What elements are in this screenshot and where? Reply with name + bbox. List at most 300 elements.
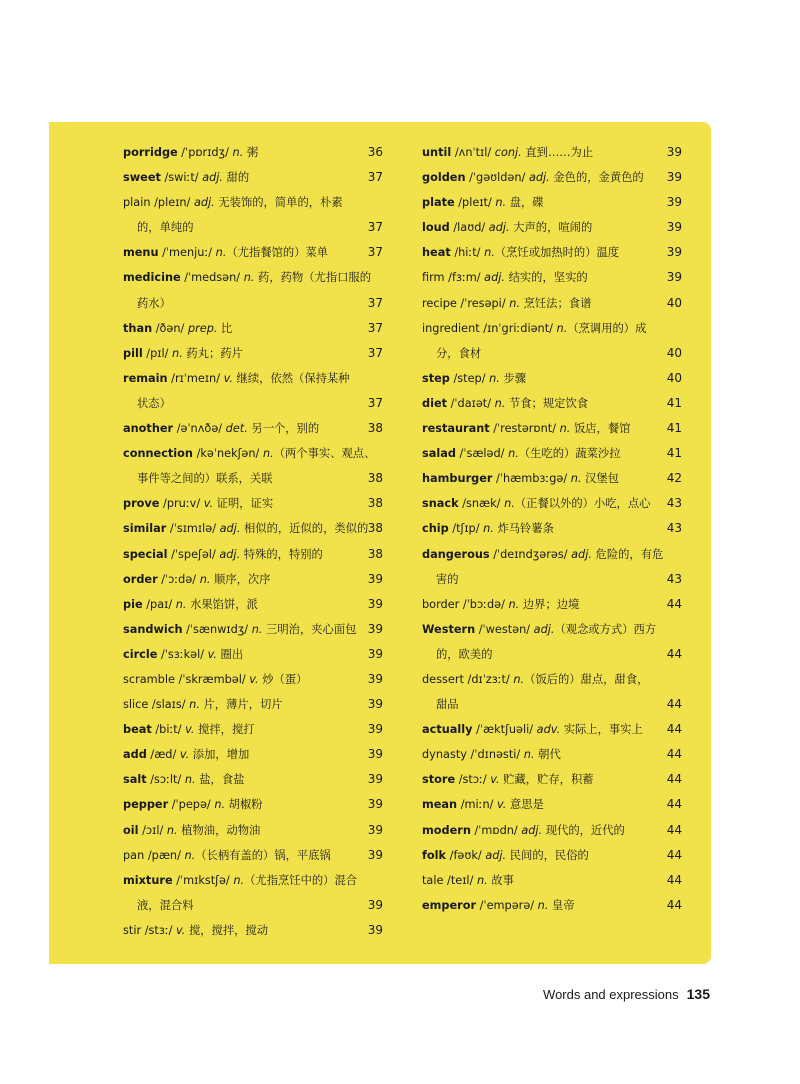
entry-part-of-speech: adj. [488,221,510,235]
entry-page-number: 40 [666,370,682,385]
entry-pronunciation: /ˈsɜːkəl/ [157,647,208,661]
entry-definition: （观念或方式）西方 [554,622,657,636]
entry-word: than [123,321,153,335]
entry-part-of-speech: v. [185,723,195,737]
glossary-entry [422,316,682,341]
entry-pronunciation: /step/ [449,371,490,385]
entry-pronunciation: /ˈpɒrɪdʒ/ [177,146,233,159]
entry-definition: 水果馅饼，派 [186,597,258,611]
entry-part-of-speech: n. [559,422,571,436]
entry-page-number: 44 [666,822,682,837]
entry-page-number: 39 [666,145,682,159]
glossary-entry [123,767,383,792]
entry-word: plate [422,196,455,210]
entry-word: pie [123,597,143,611]
entry-definition: （尤指烹饪中的）混合 [244,873,358,887]
entry-word: restaurant [422,422,490,436]
entry-definition: （尤指餐馆的）菜单 [226,246,329,260]
entry-pronunciation: /pɪl/ [142,346,173,360]
entry-page-number: 44 [666,847,682,862]
glossary-entry [422,542,682,567]
entry-pronunciation: /pleɪt/ [454,196,496,210]
entry-word: similar [123,522,167,536]
entry-part-of-speech: n. [166,823,178,837]
glossary-entry [422,291,682,316]
entry-part-of-speech: n. [570,472,582,486]
glossary-entry [422,165,682,190]
glossary-entry [123,316,383,341]
entry-page-number: 38 [367,471,383,486]
entry-pronunciation: /ˈempərə/ [476,898,538,912]
entry-page-number: 38 [367,421,383,436]
entry-word: plain [123,196,151,210]
entry-pronunciation: /ˈæktʃuəli/ [472,723,537,737]
entry-page-number: 44 [666,697,682,712]
glossary-entry [422,215,682,240]
page-footer [543,986,710,1002]
entry-pronunciation: /əˈnʌðə/ [173,422,226,436]
glossary-entry [123,190,383,215]
glossary-entry [422,617,682,642]
entry-pronunciation: /rɪˈmeɪn/ [167,371,224,385]
entry-part-of-speech: v. [249,672,259,686]
entry-definition: 顺序，次序 [210,572,271,586]
glossary-continuation-line [422,642,682,667]
glossary-entry [422,416,682,441]
entry-definition: （烹饪或加热时的）温度 [494,246,620,260]
entry-part-of-speech: n. [175,597,187,611]
entry-definition: 故事 [487,873,514,887]
glossary-entry [123,341,383,366]
glossary-entry [422,667,682,692]
entry-pronunciation: /ɔɪl/ [138,823,167,837]
entry-word: pan [123,848,145,862]
entry-pronunciation: /tʃɪp/ [448,522,484,536]
entry-pronunciation: /paɪ/ [142,597,176,611]
entry-word: add [123,748,147,762]
entry-definition: 烹饪法；食谱 [520,296,592,310]
glossary-entry [422,792,682,817]
entry-page-number: 37 [367,395,383,410]
glossary-entry [123,366,383,391]
entry-definition: 现代的，近代的 [542,823,625,837]
entry-definition: （长柄有盖的）锅，平底锅 [195,848,331,862]
entry-pronunciation: /stɜː/ [141,923,177,937]
entry-part-of-speech: v. [203,497,214,511]
entry-pronunciation: /swiːt/ [160,171,203,185]
entry-part-of-speech: n. [495,196,507,210]
entry-word: actually [422,723,473,737]
entry-definition: 事件等之间的）联系，关联 [137,472,273,486]
entry-page-number: 39 [367,671,383,686]
entry-part-of-speech: adj. [571,547,592,561]
entry-word: emperor [422,898,477,912]
entry-pronunciation: /sɔːlt/ [146,773,185,787]
entry-page-number: 39 [367,822,383,837]
entry-pronunciation: /ˈsɪmɪlə/ [166,522,220,536]
entry-pronunciation: /ˈsænwɪdʒ/ [182,622,252,636]
entry-part-of-speech: n. [489,371,500,385]
entry-definition: 另一个，别的 [247,422,320,436]
entry-word: snack [422,497,459,511]
entry-page-number: 39 [367,847,383,862]
entry-part-of-speech: det. [225,422,248,436]
glossary-entry [123,416,383,441]
entry-word: scramble [123,672,175,686]
entry-pronunciation: /ɪnˈgriːdiənt/ [479,321,557,335]
entry-page-number: 44 [666,646,682,661]
glossary-entry [123,717,383,742]
entry-word: medicine [123,271,181,285]
entry-definition: 胡椒粉 [225,798,263,812]
entry-page-number: 37 [367,295,383,310]
entry-part-of-speech: prep. [187,321,218,335]
glossary-entry [422,391,682,416]
entry-definition: 片，薄片，切片 [199,698,283,712]
page-number: 135 [686,986,710,1002]
entry-part-of-speech: n. [243,271,255,285]
glossary-entry [123,542,383,567]
entry-definition: 无装饰的，简单的，朴素 [214,196,343,210]
entry-part-of-speech: n. [494,396,506,410]
entry-page-number: 37 [367,320,383,335]
glossary-entry [123,592,383,617]
entry-part-of-speech: n. [232,146,244,159]
entry-part-of-speech: n. [523,748,535,762]
glossary-entry [422,818,682,843]
entry-word: Western [422,622,476,636]
glossary-entry [422,893,682,918]
entry-definition: 节食；规定饮食 [505,396,589,410]
entry-page-number: 37 [367,170,383,185]
entry-definition: 的，欧美的 [436,647,493,661]
entry-page-number: 39 [367,897,383,912]
entry-word: menu [123,246,159,260]
entry-page-number: 43 [666,521,682,536]
glossary-entry [422,265,682,290]
entry-definition: 状态） [137,396,171,410]
entry-word: modern [422,823,471,837]
entry-pronunciation: /ˈresəpi/ [456,296,510,310]
entry-part-of-speech: n. [251,622,263,636]
glossary-right-column [422,140,682,918]
entry-part-of-speech: n. [262,447,274,461]
entry-definition: 特殊的，特别的 [240,547,323,561]
entry-word: step [422,371,450,385]
glossary-continuation-line [123,215,383,240]
entry-definition: 意思是 [506,798,544,812]
entry-page-number: 40 [666,345,682,360]
entry-definition: 结实的，坚实的 [505,271,588,285]
entry-word: pill [123,346,143,360]
entry-page-number: 36 [367,145,383,159]
entry-part-of-speech: n. [556,321,568,335]
entry-word: heat [422,246,451,260]
glossary-continuation-line [123,391,383,416]
entry-definition: 相似的，近似的，类似的 [240,522,369,536]
entry-definition: 添加，增加 [189,748,250,762]
entry-part-of-speech: adj. [219,522,241,536]
entry-pronunciation: /ˈdɪnəsti/ [466,748,524,762]
entry-word: chip [422,522,449,536]
glossary-entry [422,717,682,742]
entry-page-number: 44 [666,797,682,812]
entry-part-of-speech: n. [184,773,196,787]
entry-definition: 液，混合料 [137,898,194,912]
entry-pronunciation: /dɪˈzɜːt/ [463,672,514,686]
entry-page-number: 39 [367,797,383,812]
entry-page-number: 39 [367,772,383,787]
entry-word: dangerous [422,547,490,561]
entry-definition: 贮藏，贮存，积蓄 [499,773,594,787]
entry-pronunciation: /laʊd/ [449,221,489,235]
glossary-entry [123,742,383,767]
entry-word: firm [422,271,445,285]
entry-pronunciation: /pruːv/ [159,497,204,511]
entry-definition: （烹调用的）成 [567,321,647,335]
entry-part-of-speech: adj. [528,171,550,185]
entry-pronunciation: /miːn/ [457,798,498,812]
entry-page-number: 40 [666,295,682,310]
entry-definition: 药丸；药片 [182,346,243,360]
entry-part-of-speech: n. [509,296,520,310]
entry-word: oil [123,823,139,837]
entry-word: dynasty [422,748,467,762]
entry-word: border [422,597,460,611]
glossary-entry [123,843,383,868]
glossary-continuation-line [123,893,383,918]
glossary-entry [123,667,383,692]
entry-word: ingredient [422,321,480,335]
entry-part-of-speech: adj. [219,547,241,561]
entry-word: dessert [422,672,464,686]
entry-page-number: 38 [367,521,383,536]
entry-definition: 危险的，有危 [591,547,664,561]
entry-definition: 圈出 [216,647,244,661]
glossary-continuation-line [123,466,383,491]
entry-part-of-speech: n. [215,246,227,260]
entry-page-number: 37 [367,345,383,360]
entry-pronunciation: /ˈpepə/ [168,798,215,812]
glossary-entry [422,868,682,893]
entry-pronunciation: /biːt/ [151,723,186,737]
entry-definition: 饭店，餐馆 [570,422,631,436]
entry-part-of-speech: n. [508,447,519,461]
entry-word: prove [123,497,160,511]
entry-word: loud [422,221,450,235]
entry-part-of-speech: conj. [494,146,522,159]
entry-page-number: 39 [367,697,383,712]
glossary-entry [422,466,682,491]
entry-part-of-speech: n. [214,798,226,812]
entry-part-of-speech: n. [504,497,515,511]
entry-part-of-speech: n. [184,848,196,862]
entry-pronunciation: /ˈmedsən/ [180,271,244,285]
entry-pronunciation: /ˈɔːdə/ [157,572,200,586]
glossary-entry [422,592,682,617]
footer-label: Words and expressions [543,987,679,1002]
entry-part-of-speech: n. [189,698,200,712]
entry-pronunciation: /fɜːm/ [444,271,485,285]
entry-word: tale [422,873,444,887]
entry-pronunciation: /stɔː/ [455,773,491,787]
entry-part-of-speech: v. [179,748,190,762]
entry-word: sweet [123,171,161,185]
entry-word: salt [123,773,147,787]
glossary-entry [422,742,682,767]
entry-word: recipe [422,296,457,310]
entry-pronunciation: /ˈgəʊldən/ [465,171,529,185]
entry-part-of-speech: n. [199,572,211,586]
entry-word: store [422,773,456,787]
entry-word: stir [123,923,142,937]
entry-definition: 大声的，喧闹的 [509,221,593,235]
entry-page-number: 39 [666,245,682,260]
glossary-entry [123,516,383,541]
entry-definition: （生吃的）蔬菜沙拉 [518,447,621,461]
entry-pronunciation: /ðən/ [152,321,188,335]
entry-definition: 甜品 [436,698,459,712]
entry-page-number: 37 [367,245,383,260]
entry-definition: 皇帝 [548,898,575,912]
entry-definition: 的，单纯的 [137,221,194,235]
entry-word: remain [123,371,168,385]
entry-part-of-speech: n. [513,672,525,686]
glossary-entry [422,140,682,165]
entry-definition: 药，药物（尤指口服的 [254,271,372,285]
entry-definition: 甜的 [223,171,250,185]
entry-definition: 汉堡包 [581,472,619,486]
entry-definition: 搅拌，搅打 [194,723,255,737]
glossary-entry [123,642,383,667]
glossary-entry [422,491,682,516]
glossary-entry [123,692,383,717]
glossary-continuation-line [422,567,682,592]
entry-pronunciation: /ˈrestərɒnt/ [489,422,560,436]
entry-page-number: 39 [666,220,682,235]
entry-pronunciation: /ˈskræmbəl/ [174,672,250,686]
entry-definition: 粥 [243,146,259,159]
entry-word: mean [422,798,458,812]
entry-pronunciation: /ˈmɪkstʃə/ [172,873,234,887]
glossary-entry [123,918,383,943]
entry-pronunciation: /pæn/ [144,848,185,862]
entry-page-number: 37 [367,220,383,235]
glossary-entry [422,240,682,265]
entry-definition: （正餐以外的）小吃，点心 [514,497,651,511]
glossary-entry [123,265,383,290]
entry-page-number: 39 [367,922,383,937]
entry-word: folk [422,848,447,862]
entry-word: golden [422,171,466,185]
entry-word: until [422,146,452,159]
entry-page-number: 39 [367,722,383,737]
entry-definition: 继续，依然（保持某种 [232,371,350,385]
glossary-continuation-line [422,341,682,366]
entry-pronunciation: /ʌnˈtɪl/ [451,146,495,159]
entry-page-number: 39 [666,170,682,185]
entry-word: beat [123,723,152,737]
entry-definition: 金色的，金黄色的 [549,171,644,185]
entry-part-of-speech: n. [537,898,549,912]
entry-pronunciation: /ˈspeʃəl/ [167,547,220,561]
entry-pronunciation: /fəʊk/ [446,848,486,862]
entry-word: diet [422,396,448,410]
entry-definition: 搅，搅拌，搅动 [185,923,269,937]
entry-pronunciation: /ˈmenjuː/ [158,246,216,260]
entry-page-number: 44 [666,722,682,737]
entry-word: porridge [123,146,178,159]
entry-word: special [123,547,168,561]
entry-definition: 分，食材 [436,346,482,360]
glossary-entry [422,441,682,466]
entry-pronunciation: /teɪl/ [443,873,477,887]
entry-word: another [123,422,174,436]
entry-definition: 药水） [137,296,171,310]
entry-definition: 炒（蛋） [258,672,308,686]
entry-part-of-speech: adj. [202,171,224,185]
glossary-entry [123,617,383,642]
entry-pronunciation: /ˈmɒdn/ [470,823,522,837]
entry-pronunciation: /kəˈnekʃən/ [192,447,263,461]
entry-page-number: 43 [666,496,682,511]
glossary-entry [123,441,383,466]
entry-word: salad [422,447,456,461]
entry-page-number: 38 [367,546,383,561]
entry-page-number: 44 [666,897,682,912]
entry-part-of-speech: adv. [536,723,561,737]
entry-word: circle [123,647,158,661]
entry-page-number: 41 [666,421,682,436]
entry-pronunciation: /ˈwestən/ [475,622,534,636]
entry-page-number: 39 [367,747,383,762]
glossary-entry [422,767,682,792]
entry-word: pepper [123,798,169,812]
entry-pronunciation: /ˈbɔːdə/ [459,597,509,611]
entry-part-of-speech: n. [483,522,494,536]
entry-page-number: 44 [666,872,682,887]
entry-part-of-speech: v. [490,773,500,787]
glossary-entry [123,567,383,592]
glossary-entry [123,140,383,165]
entry-word: order [123,572,158,586]
glossary-entry [123,818,383,843]
glossary-entry [422,366,682,391]
glossary-entry [422,190,682,215]
entry-pronunciation: /ˈsæləd/ [455,447,509,461]
entry-definition: 实际上，事实上 [560,723,643,737]
entry-page-number: 39 [367,571,383,586]
entry-page-number: 41 [666,395,682,410]
entry-pronunciation: /ˈdeɪndʒərəs/ [489,547,572,561]
entry-pronunciation: /pleɪn/ [150,196,194,210]
entry-word: connection [123,447,193,461]
entry-page-number: 44 [666,772,682,787]
entry-pronunciation: /snæk/ [458,497,505,511]
glossary-entry [123,240,383,265]
entry-definition: 步骤 [499,371,527,385]
entry-part-of-speech: v. [223,371,233,385]
entry-part-of-speech: v. [176,923,186,937]
entry-definition: 证明，证实 [213,497,274,511]
entry-definition: （两个事实、观点、 [273,447,376,461]
entry-word: mixture [123,873,173,887]
entry-definition: 比 [217,321,233,335]
entry-word: sandwich [123,622,183,636]
entry-page-number: 41 [666,446,682,461]
entry-part-of-speech: adj. [484,271,505,285]
entry-pronunciation: /ˈhæmbɜːgə/ [492,472,571,486]
